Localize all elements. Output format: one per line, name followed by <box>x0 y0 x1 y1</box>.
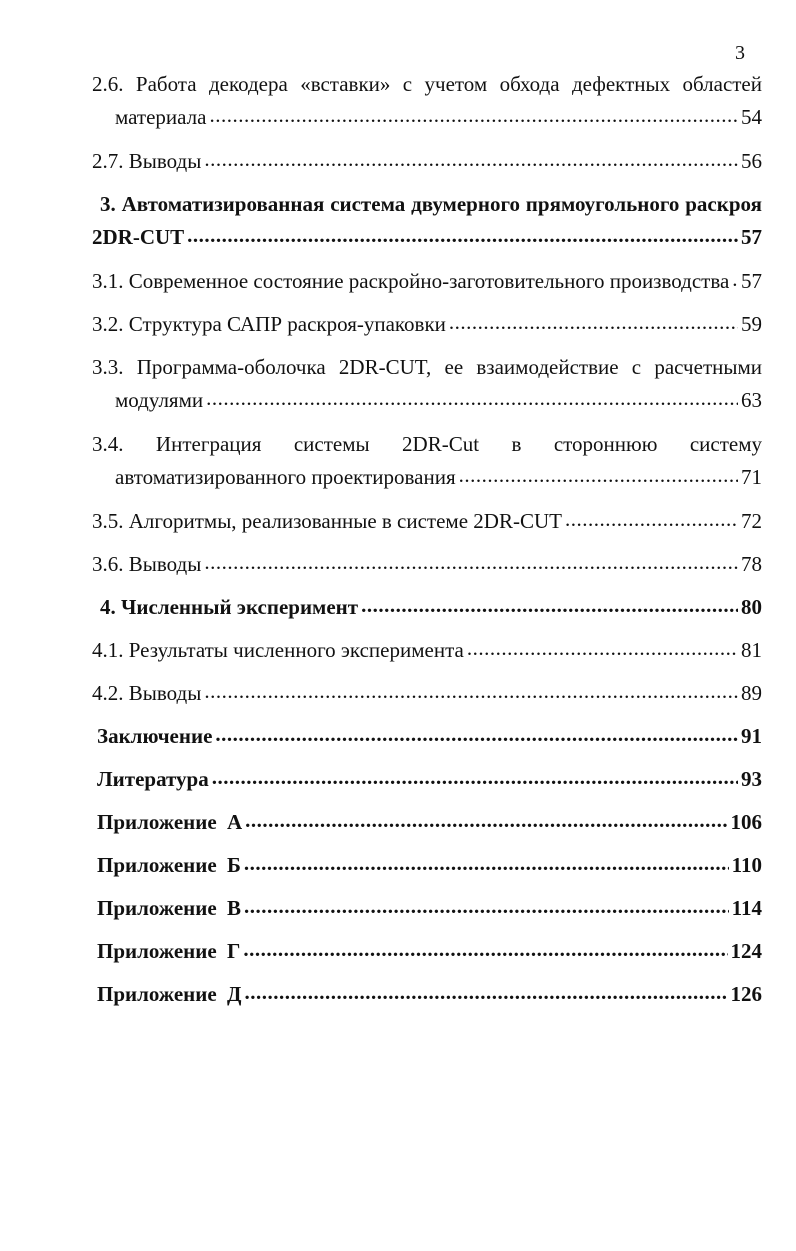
dot-leader <box>206 382 738 414</box>
toc-page-number: 126 <box>730 982 762 1006</box>
toc-appendix-letter: В <box>227 896 242 920</box>
toc-entry-2-7[interactable] <box>92 145 762 177</box>
dot-leader <box>204 143 738 175</box>
toc-entry-title: 3.1. Современное состояние раскройно-заготовительного производства <box>92 269 730 293</box>
toc-page-number: 93 <box>741 767 762 791</box>
dot-leader <box>244 847 729 879</box>
toc-entry-chapter-3[interactable] <box>92 188 762 253</box>
toc-page-number: 114 <box>731 896 762 920</box>
toc-appendix-word: Приложение <box>97 853 217 877</box>
dot-leader <box>245 804 727 836</box>
toc-entry-title: 3.4. Интеграция системы 2DR-Cut в стороннюю систему <box>92 432 762 456</box>
dot-leader <box>204 546 738 578</box>
toc-page-number: 89 <box>741 681 762 705</box>
toc-entry-title: 2.6. Работа декодера «вставки» с учетом обхода дефектных областей <box>92 72 762 96</box>
toc-entry-appendix-d[interactable] <box>97 978 762 1010</box>
toc-entry-3-6[interactable] <box>92 548 762 580</box>
toc-entry-references[interactable] <box>97 763 762 795</box>
toc-entry-4-1[interactable] <box>92 634 762 666</box>
dot-leader <box>565 503 738 535</box>
dot-leader <box>361 589 738 621</box>
toc-entry-3-2[interactable] <box>92 308 762 340</box>
dot-leader <box>215 718 738 750</box>
toc-entry-4-2[interactable] <box>92 677 762 709</box>
toc-page-number: 72 <box>741 509 762 533</box>
toc-entry-title: 3.6. Выводы <box>92 552 202 576</box>
toc-appendix-word: Приложение <box>97 810 217 834</box>
toc-entry-title-cont: модулями <box>115 388 204 412</box>
toc-appendix-word: Приложение <box>97 939 217 963</box>
toc-page-number: 57 <box>741 225 762 249</box>
toc-entry-title: 4.2. Выводы <box>92 681 202 705</box>
toc-page-number: 91 <box>741 724 762 748</box>
toc-page-number: 59 <box>741 312 762 336</box>
toc-entry-appendix-g[interactable] <box>97 935 762 967</box>
toc-entry-title: Литература <box>97 767 209 791</box>
dot-leader <box>244 976 727 1008</box>
toc-page-number: 78 <box>741 552 762 576</box>
toc-page-number: 56 <box>741 149 762 173</box>
toc-entry-title: 3.3. Программа-оболочка 2DR-CUT, ее взаимодействие с расчетными <box>92 355 762 379</box>
toc-page-number: 106 <box>730 810 762 834</box>
dot-leader <box>212 761 738 793</box>
toc-entry-title-cont: автоматизированного проектирования <box>115 465 456 489</box>
toc-appendix-letter: Б <box>227 853 241 877</box>
toc-entry-title-cont: 2DR-CUT <box>92 225 185 249</box>
toc-entry-title: 3.2. Структура САПР раскроя-упаковки <box>92 312 446 336</box>
toc-entry-title: 3.5. Алгоритмы, реализованные в системе 2DR-CUT <box>92 509 562 533</box>
dot-leader <box>187 219 738 251</box>
toc-page-number: 80 <box>741 595 762 619</box>
toc-entry-appendix-a[interactable] <box>97 806 762 838</box>
toc-appendix-letter: А <box>227 810 243 834</box>
toc-entry-appendix-v[interactable] <box>97 892 762 924</box>
toc-appendix-letter: Д <box>227 982 242 1006</box>
toc-appendix-word: Приложение <box>97 982 217 1006</box>
dot-leader <box>732 263 738 295</box>
toc-entry-title-cont: материала <box>115 105 207 129</box>
toc-entry-3-3[interactable] <box>92 351 762 416</box>
toc-entry-conclusion[interactable] <box>97 720 762 752</box>
toc-page-number: 124 <box>730 939 762 963</box>
dot-leader <box>459 459 738 491</box>
dot-leader <box>209 99 738 131</box>
dot-leader <box>243 933 727 965</box>
toc-entry-title: Заключение <box>97 724 213 748</box>
toc-appendix-letter: Г <box>227 939 241 963</box>
toc-page-number: 54 <box>741 105 762 129</box>
toc-entry-3-4[interactable] <box>92 428 762 493</box>
toc-entry-title: 4. Численный эксперимент <box>100 595 359 619</box>
dot-leader <box>467 632 738 664</box>
dot-leader <box>244 890 729 922</box>
toc-entry-title: 3. Автоматизированная система двумерного прямоугольного раскроя <box>100 192 762 216</box>
toc-page-number: 81 <box>741 638 762 662</box>
toc-page-number: 63 <box>741 388 762 412</box>
toc-entry-appendix-b[interactable] <box>97 849 762 881</box>
toc-entry-title: 2.7. Выводы <box>92 149 202 173</box>
toc-entry-2-6[interactable] <box>92 68 762 133</box>
toc-page-number: 71 <box>741 465 762 489</box>
dot-leader <box>449 306 738 338</box>
toc-page-number: 57 <box>741 269 762 293</box>
page-number: 3 <box>735 42 745 64</box>
toc-entry-chapter-4[interactable] <box>92 591 762 623</box>
toc-entry-title: 4.1. Результаты численного эксперимента <box>92 638 464 662</box>
dot-leader <box>204 675 738 707</box>
toc-appendix-word: Приложение <box>97 896 217 920</box>
toc-page-number: 110 <box>731 853 762 877</box>
toc-entry-3-5[interactable] <box>92 505 762 537</box>
toc-entry-3-1[interactable] <box>92 265 762 297</box>
